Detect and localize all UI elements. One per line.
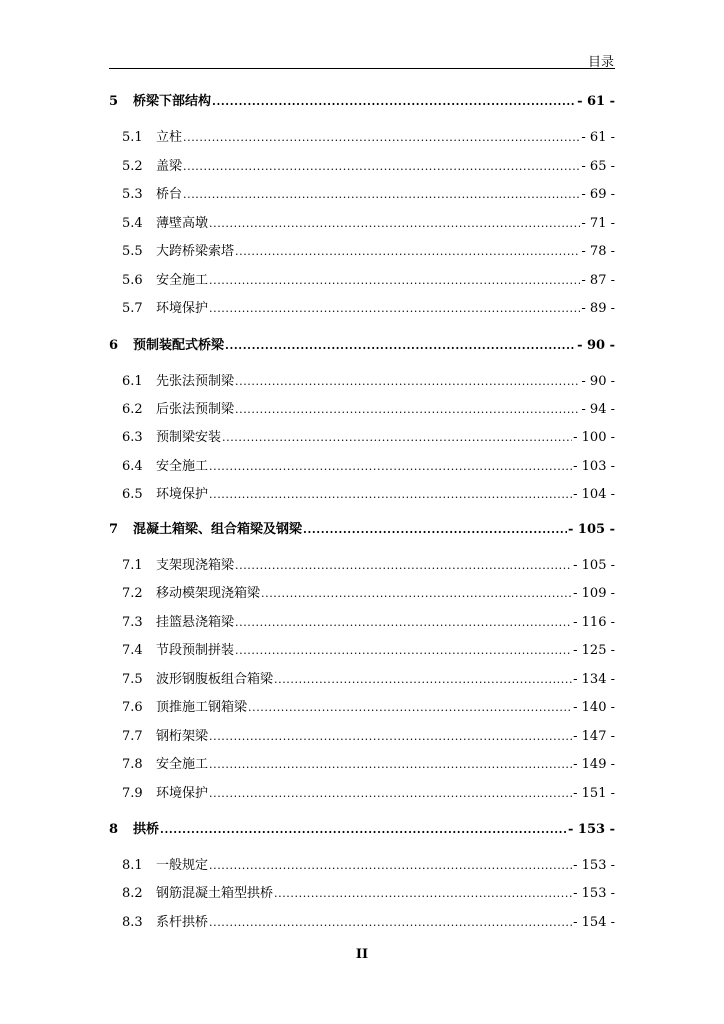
toc-entry-page: - 61 -: [577, 94, 615, 109]
toc-entry-page: - 87 -: [581, 273, 615, 288]
toc-chapter-entry[interactable]: [109, 336, 615, 356]
toc-entry-number: 7.2: [122, 586, 143, 601]
toc-section-entry[interactable]: [122, 913, 615, 933]
toc-entry-title: 顶推施工钢箱梁: [156, 700, 248, 715]
toc-entry-number: 7.8: [122, 757, 143, 772]
toc-section-entry[interactable]: [122, 271, 615, 291]
toc-section-entry[interactable]: [122, 856, 615, 876]
toc-entry-title: 安全施工: [156, 273, 209, 288]
toc-chapter-entry[interactable]: [109, 520, 615, 540]
toc-section-entry[interactable]: [122, 784, 615, 804]
toc-leader-dots: [209, 457, 572, 477]
toc-entry-number: 6.4: [122, 459, 143, 474]
toc-entry-page: - 94 -: [581, 402, 615, 417]
toc-entry-page: - 153 -: [573, 858, 615, 873]
toc-chapter-entry[interactable]: [109, 92, 615, 112]
toc-entry-number: 5.1: [122, 130, 143, 145]
toc-entry-page: - 153 -: [573, 886, 615, 901]
toc-entry-number: 6.1: [122, 374, 143, 389]
toc-entry-title: 预制装配式桥梁: [133, 338, 225, 353]
toc-entry-page: - 65 -: [581, 159, 615, 174]
toc-leader-dots: [209, 856, 572, 876]
toc-entry-title: 薄壁高墩: [156, 216, 209, 231]
toc-entry-number: 8: [109, 822, 119, 837]
toc-entry-page: - 89 -: [581, 301, 615, 316]
toc-section-entry[interactable]: [122, 755, 615, 775]
toc-entry-number: 5.7: [122, 301, 143, 316]
toc-entry-title: 波形钢腹板组合箱梁: [156, 672, 274, 687]
toc-entry-number: 6.3: [122, 430, 143, 445]
toc-entry-title: 混凝土箱梁、组合箱梁及钢梁: [133, 522, 303, 537]
header-rule: [109, 68, 615, 69]
toc-entry-number: 7.5: [122, 672, 143, 687]
toc-entry-title: 支架现浇箱梁: [156, 558, 235, 573]
toc-leader-dots: [235, 613, 572, 633]
toc-entry-title: 一般规定: [156, 858, 209, 873]
toc-entry-title: 拱桥: [133, 822, 160, 837]
toc-leader-dots: [183, 157, 580, 177]
toc-entry-number: 7: [109, 522, 119, 537]
toc-leader-dots: [160, 820, 567, 840]
toc-entry-page: - 71 -: [581, 216, 615, 231]
toc-entry-number: 7.4: [122, 643, 143, 658]
toc-leader-dots: [212, 92, 576, 112]
toc-entry-title: 先张法预制梁: [156, 374, 235, 389]
toc-entry-page: - 103 -: [573, 459, 615, 474]
toc-section-entry[interactable]: [122, 698, 615, 718]
toc-entry-title: 桥台: [156, 187, 183, 202]
toc-leader-dots: [274, 884, 572, 904]
toc-entry-title: 挂篮悬浇箱梁: [156, 615, 235, 630]
toc-leader-dots: [225, 336, 576, 356]
toc-entry-page: - 104 -: [573, 487, 615, 502]
toc-entry-number: 8.1: [122, 858, 143, 873]
toc-section-entry[interactable]: [122, 299, 615, 319]
toc-entry-page: - 69 -: [581, 187, 615, 202]
toc-entry-number: 6: [109, 338, 119, 353]
toc-chapter-entry[interactable]: [109, 820, 615, 840]
toc-section-entry[interactable]: [122, 400, 615, 420]
toc-leader-dots: [235, 372, 580, 392]
toc-entry-number: 8.3: [122, 915, 143, 930]
toc-entry-page: - 125 -: [573, 643, 615, 658]
toc-leader-dots: [222, 428, 572, 448]
toc-entry-number: 7.9: [122, 786, 143, 801]
toc-entry-page: - 109 -: [573, 586, 615, 601]
toc-entry-title: 环境保护: [156, 487, 209, 502]
toc-leader-dots: [209, 755, 572, 775]
toc-leader-dots: [235, 242, 580, 262]
toc-section-entry[interactable]: [122, 428, 615, 448]
toc-entry-page: - 149 -: [573, 757, 615, 772]
toc-entry-page: - 116 -: [573, 615, 615, 630]
toc-entry-page: - 105 -: [568, 522, 615, 537]
toc-leader-dots: [183, 128, 580, 148]
toc-entry-number: 5.4: [122, 216, 143, 231]
toc-entry-title: 大跨桥梁索塔: [156, 244, 235, 259]
toc-leader-dots: [248, 698, 572, 718]
toc-entry-number: 5: [109, 94, 119, 109]
toc-leader-dots: [209, 784, 572, 804]
toc-section-entry[interactable]: [122, 485, 615, 505]
toc-leader-dots: [235, 556, 572, 576]
toc-entry-number: 5.2: [122, 159, 143, 174]
toc-entry-page: - 61 -: [581, 130, 615, 145]
toc-entry-page: - 90 -: [581, 374, 615, 389]
toc-entry-number: 7.3: [122, 615, 143, 630]
toc-entry-title: 钢桁架梁: [156, 729, 209, 744]
toc-leader-dots: [209, 485, 572, 505]
toc-entry-number: 5.6: [122, 273, 143, 288]
toc-section-entry[interactable]: [122, 670, 615, 690]
toc-entry-title: 立柱: [156, 130, 183, 145]
toc-leader-dots: [209, 271, 580, 291]
toc-entry-title: 桥梁下部结构: [133, 94, 212, 109]
toc-entry-title: 安全施工: [156, 459, 209, 474]
toc-entry-number: 8.2: [122, 886, 143, 901]
toc-section-entry[interactable]: [122, 727, 615, 747]
toc-entry-page: - 90 -: [577, 338, 615, 353]
toc-entry-number: 5.5: [122, 244, 143, 259]
toc-entry-title: 钢筋混凝土箱型拱桥: [156, 886, 274, 901]
toc-entry-page: - 153 -: [568, 822, 615, 837]
toc-entry-page: - 105 -: [573, 558, 615, 573]
page-number: II: [355, 947, 369, 962]
toc-section-entry[interactable]: [122, 157, 615, 177]
toc-section-entry[interactable]: [122, 884, 615, 904]
toc-section-entry[interactable]: [122, 556, 615, 576]
toc-leader-dots: [261, 584, 572, 604]
toc-entry-page: - 151 -: [573, 786, 615, 801]
toc-leader-dots: [209, 913, 572, 933]
toc-entry-title: 环境保护: [156, 301, 209, 316]
toc-leader-dots: [183, 185, 580, 205]
toc-section-entry[interactable]: [122, 242, 615, 262]
toc-entry-title: 系杆拱桥: [156, 915, 209, 930]
toc-leader-dots: [209, 214, 580, 234]
toc-section-entry[interactable]: [122, 457, 615, 477]
toc-entry-title: 盖梁: [156, 159, 183, 174]
toc-section-entry[interactable]: [122, 584, 615, 604]
toc-section-entry[interactable]: [122, 641, 615, 661]
toc-entry-number: 6.5: [122, 487, 143, 502]
toc-section-entry[interactable]: [122, 214, 615, 234]
toc-entry-number: 7.6: [122, 700, 143, 715]
toc-entry-page: - 100 -: [573, 430, 615, 445]
toc-entry-page: - 147 -: [573, 729, 615, 744]
toc-leader-dots: [209, 727, 572, 747]
toc-leader-dots: [235, 641, 572, 661]
toc-entry-title: 预制梁安装: [156, 430, 222, 445]
toc-section-entry[interactable]: [122, 372, 615, 392]
toc-entry-number: 5.3: [122, 187, 143, 202]
toc-leader-dots: [209, 299, 580, 319]
toc-leader-dots: [235, 400, 580, 420]
toc-entry-number: 6.2: [122, 402, 143, 417]
toc-entry-title: 安全施工: [156, 757, 209, 772]
toc-entry-number: 7.7: [122, 729, 143, 744]
toc-entry-title: 移动模架现浇箱梁: [156, 586, 261, 601]
toc-entry-page: - 134 -: [573, 672, 615, 687]
toc-leader-dots: [303, 520, 567, 540]
toc-entry-title: 环境保护: [156, 786, 209, 801]
toc-section-entry[interactable]: [122, 185, 615, 205]
toc-entry-title: 节段预制拼装: [156, 643, 235, 658]
toc-entry-page: - 140 -: [573, 700, 615, 715]
toc-section-entry[interactable]: [122, 128, 615, 148]
toc-entry-number: 7.1: [122, 558, 143, 573]
toc-entry-title: 后张法预制梁: [156, 402, 235, 417]
toc-leader-dots: [274, 670, 572, 690]
toc-entry-page: - 154 -: [573, 915, 615, 930]
header-title: 目录: [587, 55, 614, 70]
toc-entry-page: - 78 -: [581, 244, 615, 259]
toc-section-entry[interactable]: [122, 613, 615, 633]
